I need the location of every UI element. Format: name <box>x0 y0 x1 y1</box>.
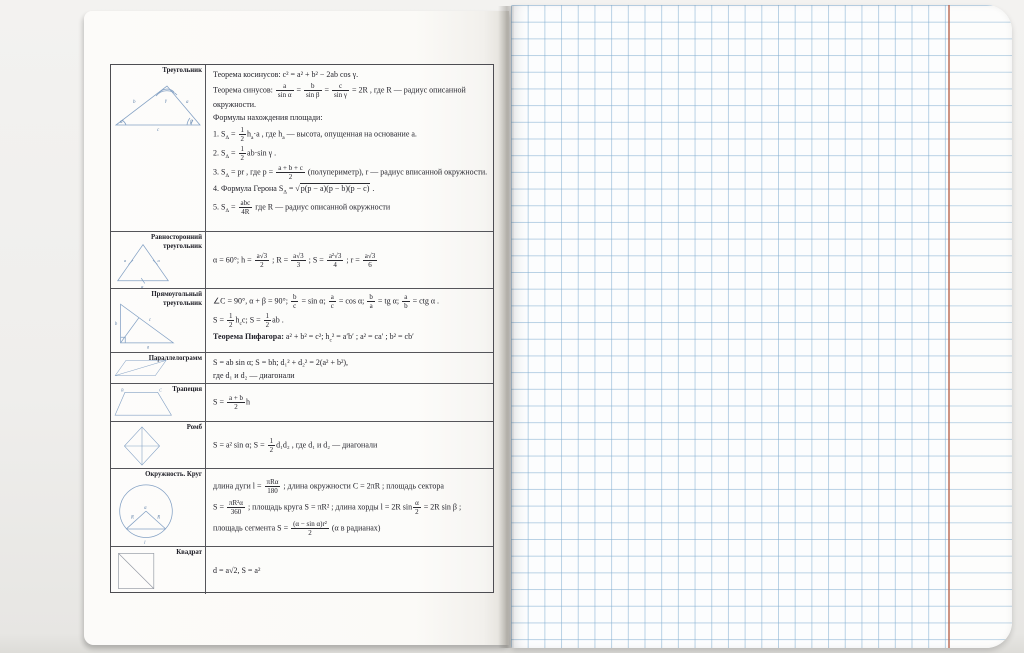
row-label: Равносторонний треугольник <box>150 234 202 250</box>
scalene-triangle-diagram <box>113 78 203 132</box>
formula-line: α = 60°; h = $\frac{a√3}{2}$ ; R = $\frac{a√3}{3}$ ; S = $\frac{\text{a²√3}}{4}$ ; r = $\frac{a√3}{6}$ <box>213 251 376 269</box>
table-row-circle <box>111 469 493 547</box>
radius-label: R <box>130 515 134 521</box>
table-row-trapezoid <box>111 384 493 422</box>
vertex-label: C <box>159 388 162 393</box>
formula-line: Теорема косинусов: c² = a² + b² − 2ab cos γ. <box>213 70 359 79</box>
formula-line: S = $\frac{a + b}{2}$ h <box>213 394 251 411</box>
table-row-triangle <box>111 65 493 232</box>
side-label: c <box>157 128 160 132</box>
radius-label: R <box>157 515 161 521</box>
formula-line: 2. $S_\Delta$ = $\frac{1}{2}$ ab·sin γ . <box>213 144 277 162</box>
formulas-cell <box>206 65 493 231</box>
side-label: a <box>186 100 189 105</box>
table-row-equilateral-triangle <box>111 232 493 289</box>
margin-line <box>948 5 950 648</box>
formula-line: ∠C = 90°, α + β = 90°; $\frac{b}{c}$ = sin α; $\frac{a}{c}$ = cos α; $\frac{b}{a}$ = tg α; $\frac{a}{b}$ = ctg α . <box>213 293 440 310</box>
formula-line: 1. $S_\Delta$ = $\frac{1}{2}$ $h_a\cdot a$ , где $h_a$ — высота, опущенная на основание a. <box>213 125 417 143</box>
row-label-cell <box>111 384 206 421</box>
right-page <box>511 5 1012 648</box>
side-label: a <box>146 345 150 349</box>
row-label: Квадрат <box>176 549 202 556</box>
arc-label: l <box>144 541 146 545</box>
vertex-label: B <box>121 388 124 393</box>
angle-label: γ <box>165 99 167 104</box>
side-label: a <box>124 257 127 263</box>
margin-area <box>949 5 1012 648</box>
row-label-cell <box>111 422 206 468</box>
row-label-cell <box>111 289 206 352</box>
angle-label: β <box>190 120 193 125</box>
formula-line: Теорема Пифагора: a² + b² = c²; $h_c^2 = a'b'$ ; a² = ca′ ; b² = cb′ <box>213 332 414 344</box>
row-label: Треугольник <box>162 67 202 74</box>
table-row-rhombus <box>111 422 493 469</box>
side-label: a <box>141 284 144 288</box>
formula-line: площадь сегмента S = $\frac{\text{(α − sin α)r²}}{2}$ (α в радианах) <box>213 520 381 537</box>
table-row-square <box>111 547 493 594</box>
formula-line: 4. Формула Герона $S_\Delta = √p(p - a)(p - b)(p - c)$ . <box>213 183 375 196</box>
formulas-cell <box>206 422 493 468</box>
formula-line: 5. $S_\Delta$ = $\frac{\text{abc}}{4R}$ где R — радиус описанной окружности <box>213 198 391 216</box>
side-label: b <box>133 100 136 105</box>
spine-shadow <box>498 6 514 648</box>
side-label: c <box>148 318 151 324</box>
formula-line: S = $\frac{\text{πR²α}}{360}$ ; площадь круга S = πR² ; длина хорды l = 2R sin $\frac{\alpha}{2}$ = 2R sin β ; <box>213 499 462 516</box>
formula-table <box>110 64 494 593</box>
formula-line: S = ab sin α; S = bh; d₁² + d₂² = 2(a² + b²), <box>213 358 349 367</box>
formulas-cell <box>206 469 493 546</box>
formula-line: Формулы нахождения площади: <box>213 113 323 123</box>
row-label: Ромб <box>186 424 202 431</box>
formula-line: S = a² sin α; S = $\frac{1}{2}$ d₁d₂ , где d₁ и d₂ — диагонали <box>213 436 378 454</box>
table-row-right-triangle <box>111 289 493 353</box>
grid-paper <box>511 5 949 648</box>
table-row-parallelogram <box>111 353 493 384</box>
trapezoid-diagram <box>112 387 176 419</box>
side-label: a <box>157 257 160 263</box>
formulas-cell <box>206 547 493 594</box>
row-label: Трапеция <box>172 386 202 393</box>
formulas-cell <box>206 384 493 421</box>
row-label-cell <box>111 232 206 288</box>
row-label: Прямоугольный треугольник <box>151 291 202 307</box>
formula-line: Теорема синусов: $\frac{a}{\text{sin α}}$ = $\frac{b}{\text{sin β}}$ = $\frac{c}{\text{sin γ}}$ = 2R , где R — радиус описанной окружности. <box>213 82 466 110</box>
row-label: Параллелограмм <box>148 355 202 362</box>
formula-line: где d₁ и d₂ — диагонали <box>213 371 295 381</box>
formula-line: 3. $S_\Delta$ = pr , где p = $\frac{a + b + c}{2}$ (полупериметр), r — радиус вписанной окружности. <box>213 163 488 181</box>
row-label-cell <box>111 469 206 546</box>
parallelogram-diagram <box>112 355 168 381</box>
formulas-cell <box>206 353 493 383</box>
formulas-cell <box>206 289 493 352</box>
side-label: b <box>114 321 118 327</box>
row-label-cell <box>111 353 206 383</box>
rhombus-diagram <box>119 424 165 468</box>
formulas-cell <box>206 232 493 288</box>
row-label-cell <box>111 547 206 594</box>
angle-label: α <box>144 506 147 512</box>
right-triangle-diagram <box>113 299 179 349</box>
square-diagonal-diagram <box>113 550 161 592</box>
row-label: Окружность. Круг <box>145 471 202 478</box>
equilateral-triangle-diagram <box>114 241 172 288</box>
formula-line: d = a√2, S = a² <box>213 565 261 575</box>
circle-sector-diagram <box>115 481 177 545</box>
angle-label: α <box>120 120 123 125</box>
formula-line: длина дуги l = $\frac{\text{πRα}}{180}$ ; длина окружности C = 2πR ; площадь сектора <box>213 478 444 495</box>
row-label-cell <box>111 65 206 231</box>
left-page <box>84 11 509 645</box>
formula-line: S = $\frac{1}{2}$ $h_cc$; S = $\frac{1}{2}$ ab . <box>213 312 284 329</box>
